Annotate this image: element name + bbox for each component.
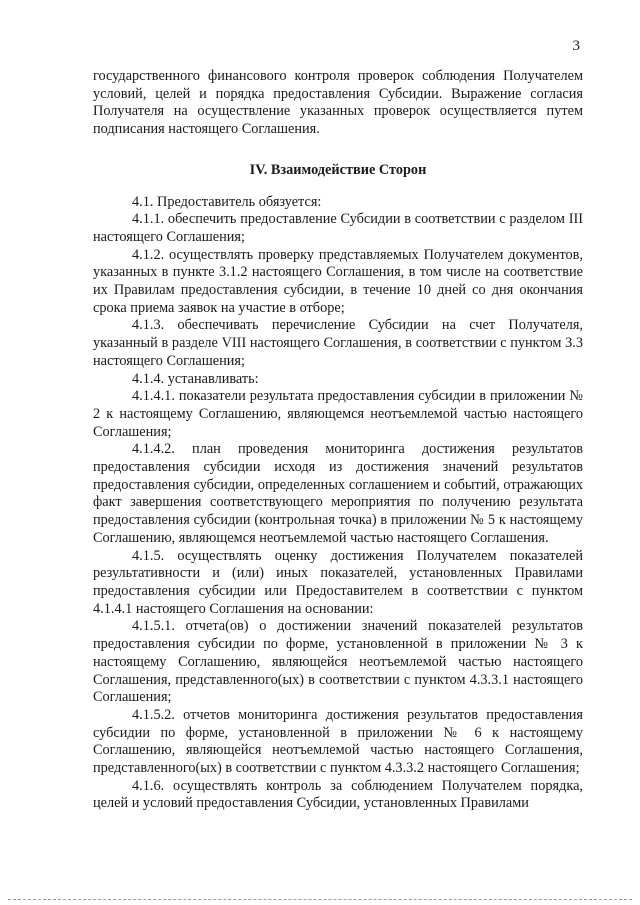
paragraph-4-1-6: 4.1.6. осуществлять контроль за соблюдением Получателем порядка, целей и условий предоставления Субсидии, установленных Правилами bbox=[93, 777, 583, 812]
footer-divider bbox=[8, 899, 632, 900]
paragraph-4-1-2: 4.1.2. осуществлять проверку представляемых Получателем документов, указанных в пункте 3.1.2 настоящего Соглашения, в том числе на соответствие их Правилам предоставления субсидии, в течение 10 дней со дня окончания срока приема заявок на участие в отборе; bbox=[93, 246, 583, 316]
paragraph-4-1: 4.1. Предоставитель обязуется: bbox=[132, 193, 322, 210]
page-number: 3 bbox=[572, 38, 580, 54]
paragraph-4-1-5-1: 4.1.5.1. отчета(ов) о достижении значений показателей результатов предоставления субсидии по форме, установленной в приложении № 3 к настоящему Соглашению, являющейся неотъемлемой частью настоящего Соглашения, представленного(ых) в соответствии с пунктом 4.3.3.1 настоящего Соглашения; bbox=[93, 618, 583, 706]
paragraph-4-1-4: 4.1.4. устанавливать: bbox=[132, 370, 259, 387]
paragraph-4-1-3: 4.1.3. обеспечивать перечисление Субсидии на счет Получателя, указанный в разделе VIII настоящего Соглашения, в соответствии с пунктом 3.3 настоящего Соглашения; bbox=[93, 317, 583, 369]
paragraph-4-1-1: 4.1.1. обеспечить предоставление Субсидии в соответствии с разделом III настоящего Соглашения; bbox=[93, 211, 583, 245]
paragraph-4-1-4-2: 4.1.4.2. план проведения мониторинга достижения результатов предоставления субсидии исходя из достижения значений результатов предоставления субсидии, определенных соглашением и событий, отражающих факт завершения соответствующего мероприятия по получению результата предоставления субсидии (контрольная точка) в приложении № 5 к настоящему Соглашению, являющемся неотъемлемой частью настоящего Соглашения. bbox=[93, 441, 583, 546]
section-heading: IV. Взаимодействие Сторон bbox=[249, 161, 427, 178]
document-body bbox=[93, 68, 583, 813]
paragraph-4-1-4-1: 4.1.4.1. показатели результата предоставления субсидии в приложении № 2 к настоящему Соглашению, являющемся неотъемлемой частью настоящего Соглашения; bbox=[93, 388, 583, 440]
paragraph-continuation: государственного финансового контроля проверок соблюдения Получателем условий, целей и порядка предоставления Субсидии. Выражение согласия Получателя на осуществление указанных проверок осуществляется путем подписания настоящего Соглашения. bbox=[93, 68, 583, 138]
paragraph-4-1-5: 4.1.5. осуществлять оценку достижения Получателем показателей результативности и (или) иных показателей, установленных Правилами предоставления субсидии или Предоставителем в соответствии с пунктом 4.1.4.1 настоящего Соглашения на основании: bbox=[93, 547, 583, 617]
paragraph-4-1-5-2: 4.1.5.2. отчетов мониторинга достижения результатов предоставления субсидии по форме, установленной в приложении № 6 к настоящему Соглашению, являющейся неотъемлемой частью настоящего Соглашения, представленного(ых) в соответствии с пунктом 4.3.3.2 настоящего Соглашения; bbox=[93, 706, 583, 777]
